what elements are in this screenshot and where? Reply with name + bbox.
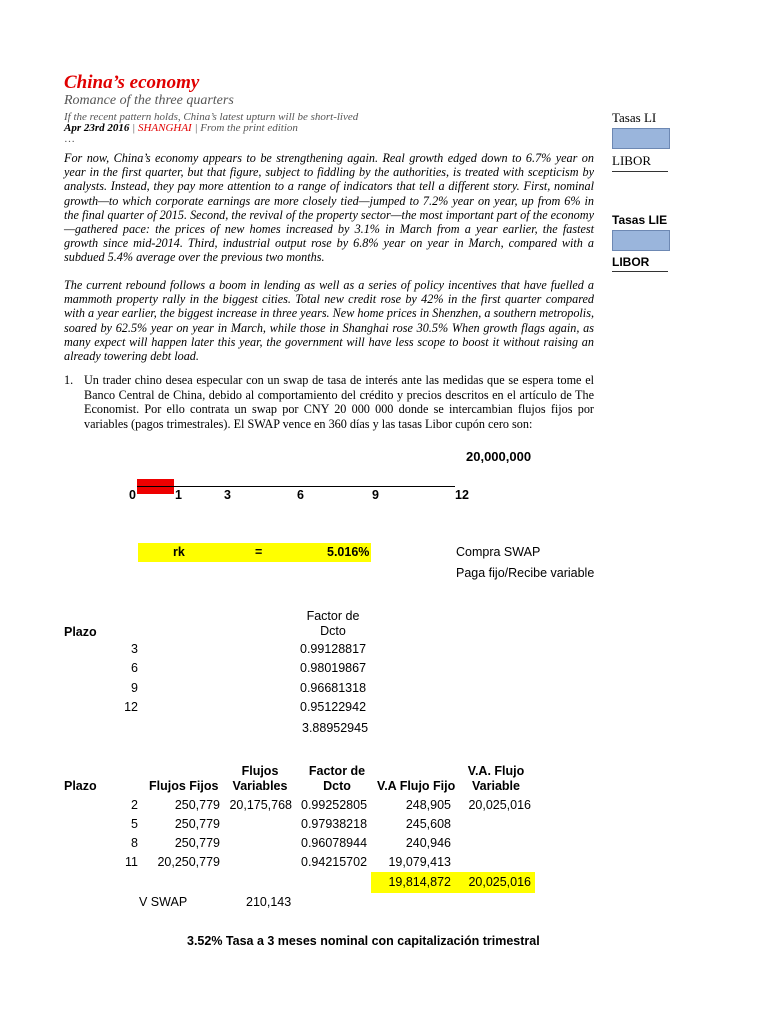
factor-cell[interactable]: 0.96681318	[300, 680, 367, 695]
article-date: Apr 23rd 2016	[64, 122, 130, 134]
question-text: Un trader chino desea especular con un swap de tasa de interés ante las medidas que se espera tome el Banco Central de China, debido al comportamiento del crédito y precios descritos en el artículo de The Economist. Por ello contrata un swap por CNY 20 000 000 donde se intercambian flujos fijos por variables (pagos trimestrales). El SWAP vence en 360 días y las tasas Libor cupón cero son:	[84, 373, 594, 431]
plazo-cell[interactable]: 12	[124, 699, 138, 714]
table-row	[0, 798, 768, 817]
table-row	[100, 642, 380, 661]
table1-body	[100, 642, 380, 719]
article-paragraph-2: The current rebound follows a boom in lending as well as a series of policy incentives that have fuelled a mammoth property rally in the biggest cities. Total new credit rose by 42% in the first quarter compared with a year earlier, the biggest increase in three years. New home prices in Shenzhen, a southern metropolis, soared by 62.5% year on year in March, while those in Shanghai rose 30.5% When growth flags again, as many expect will happen later this year, the government will have less scope to boost it without raising an already towering debt load.	[64, 278, 594, 364]
factor-cell[interactable]: 0.97938218	[301, 817, 368, 831]
side-divider-2	[612, 271, 668, 272]
table2-header-flujos-fijos: Flujos Fijos	[149, 779, 219, 793]
factor-cell[interactable]: 0.95122942	[300, 699, 367, 714]
total-va-fijo[interactable]: 19,814,872	[388, 875, 451, 889]
timeline-axis	[137, 486, 455, 487]
timeline-tick-3: 3	[224, 488, 231, 502]
table-row	[0, 817, 768, 836]
va-fijo-cell[interactable]: 245,608	[405, 817, 451, 831]
notional-amount: 20,000,000	[466, 449, 532, 464]
totals-highlight	[371, 872, 535, 893]
factor-cell[interactable]: 0.96078944	[301, 836, 368, 850]
article-paragraph-1: For now, China’s economy appears to be strengthening again. Real growth edged down to 6.7% year on year in the first quarter, but that figure, subject to fiddling by the authorities, is treated with scepticism by analysts. Instead, they pay more attention to a range of indicators that tell a different story. First, nominal growth—to which corporate earnings are more closely tied—jumped to 7.2% year on year, up from 6% in the final quarter of 2015. Second, the revival of the property sector—the most important part of the economy—gathered pace: the prices of new homes increased by 3.1% in March from a year earlier, the fastest growth since mid-2014. Third, industrial output rose by 6.8% year on year in March, compared with a subdued 5.4% average over the previous two months.	[64, 151, 594, 265]
table2-header-va-variable: V.A. Flujo Variable	[467, 764, 525, 793]
plazo-cell[interactable]: 5	[131, 817, 138, 831]
timeline-tick-9: 9	[372, 488, 379, 502]
side-rates-title-2: Tasas LIE	[612, 213, 668, 227]
table2-header-factor: Factor de Dcto	[308, 764, 366, 793]
article-lead: If the recent pattern holds, China’s latest upturn will be short-lived	[64, 111, 359, 123]
flujo-variable-cell[interactable]: 20,175,768	[229, 798, 292, 812]
table-row	[0, 836, 768, 855]
plazo-cell[interactable]: 11	[125, 855, 138, 869]
side-divider	[612, 171, 668, 172]
side-libor-label-2: LIBOR	[612, 255, 650, 269]
dateline-separator: |	[129, 122, 138, 134]
rk-equals: =	[255, 545, 263, 559]
vswap-value[interactable]: 210,143	[246, 895, 292, 909]
vswap-label: V SWAP	[139, 895, 188, 909]
factor-cell[interactable]: 0.98019867	[300, 661, 367, 676]
side-libor-label: LIBOR	[612, 153, 651, 168]
side-rates-cell[interactable]	[612, 128, 670, 149]
dateline-separator: |	[191, 122, 201, 134]
article-dateline	[64, 122, 298, 134]
flujo-fijo-cell[interactable]: 250,779	[174, 798, 220, 812]
footer-note: 3.52% Tasa a 3 meses nominal con capitalización trimestral	[187, 934, 540, 948]
factor-sum[interactable]: 3.88952945	[302, 721, 369, 735]
table2-header-plazo: Plazo	[64, 779, 97, 793]
plazo-cell[interactable]: 9	[131, 680, 138, 695]
paga-fijo-label: Paga fijo/Recibe variable	[456, 566, 595, 580]
table2-header-flujos-variables: Flujos Variables	[232, 764, 288, 793]
compra-swap-label: Compra SWAP	[456, 545, 541, 559]
article-edition: From the print edition	[200, 122, 298, 134]
table-row	[100, 681, 380, 700]
va-fijo-cell[interactable]: 19,079,413	[388, 855, 451, 869]
table-row	[100, 700, 380, 719]
article-title: China’s economy	[64, 72, 200, 93]
va-fijo-cell[interactable]: 240,946	[405, 836, 451, 850]
ellipsis: …	[64, 133, 75, 145]
factor-cell[interactable]: 0.94215702	[301, 855, 368, 869]
flujo-fijo-cell[interactable]: 250,779	[174, 836, 220, 850]
timeline-tick-6: 6	[297, 488, 304, 502]
va-fijo-cell[interactable]: 248,905	[405, 798, 451, 812]
plazo-cell[interactable]: 3	[131, 642, 138, 656]
factor-cell[interactable]: 0.99252805	[301, 798, 368, 812]
flujo-fijo-cell[interactable]: 250,779	[174, 817, 220, 831]
article-subtitle: Romance of the three quarters	[64, 93, 234, 108]
timeline-tick-12: 12	[455, 488, 469, 502]
rk-value[interactable]: 5.016%	[327, 545, 370, 559]
va-variable-cell[interactable]: 20,025,016	[468, 798, 531, 812]
side-rates-cell-2[interactable]	[612, 230, 670, 251]
article-location-link[interactable]: SHANGHAI	[137, 122, 192, 134]
factor-cell[interactable]: 0.99128817	[300, 642, 367, 656]
flujo-fijo-cell[interactable]: 20,250,779	[157, 855, 220, 869]
table2-header-va-fijo: V.A Flujo Fijo	[377, 779, 456, 793]
side-rates-title: Tasas LI	[612, 110, 657, 125]
table-row	[100, 661, 380, 680]
rk-label: rk	[173, 545, 185, 559]
plazo-cell[interactable]: 2	[131, 798, 138, 812]
total-va-variable[interactable]: 20,025,016	[468, 875, 531, 889]
table1-header-plazo: Plazo	[64, 625, 97, 639]
plazo-cell[interactable]: 6	[131, 661, 138, 676]
timeline-tick-0: 0	[129, 488, 136, 502]
question-1	[64, 373, 594, 431]
plazo-cell[interactable]: 8	[131, 836, 138, 850]
table1-header-factor: Factor de Dcto	[306, 609, 360, 638]
question-number: 1.	[64, 373, 74, 387]
timeline-tick-1: 1	[175, 488, 182, 502]
